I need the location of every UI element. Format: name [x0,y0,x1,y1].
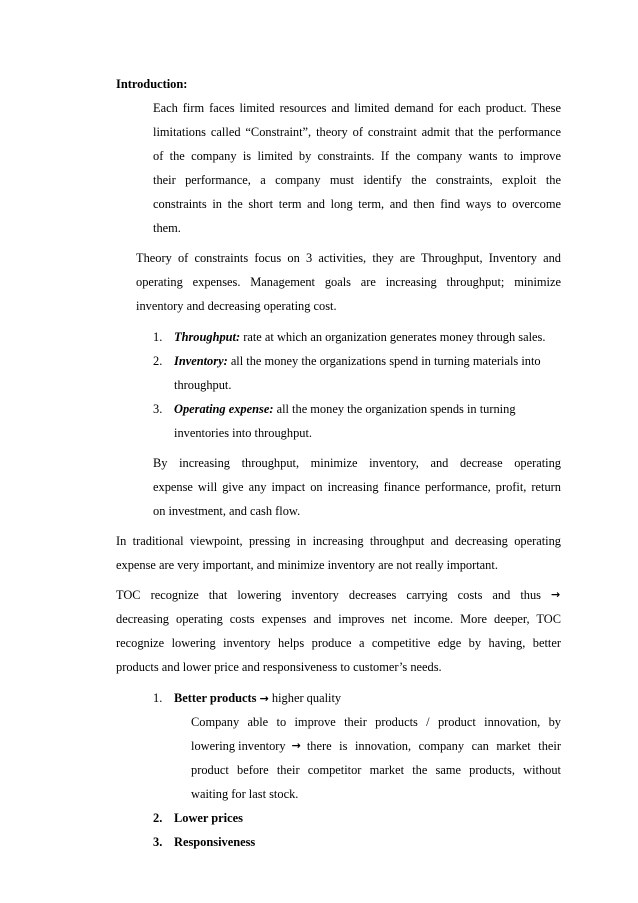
arrow-icon: → [259,692,269,705]
text-line: decreasing operating costs expenses and improves net income. More deeper, TOC [116,612,561,626]
list-item-text [174,329,545,345]
list-number: 2. [153,354,163,368]
text-line: products and lower price and responsiveness to customer’s needs. [116,660,442,674]
term-label: Inventory: [174,354,228,368]
text-line: constraints in the short term and long term, and then find ways to overcome [153,197,561,211]
list-item-text [174,690,341,707]
term-label: Operating expense: [174,402,274,416]
text-line: Company able to improve their products / product innovation, by [191,715,561,729]
list-number: 2. [153,811,163,825]
text-line: expense will give any impact on increasing finance performance, profit, return [153,480,561,494]
benefit-title: Better products [174,691,257,705]
list-item-text [174,401,516,417]
list-number: 1. [153,330,163,344]
section-heading: Introduction: [116,77,188,91]
text-line: Each firm faces limited resources and limited demand for each product. These [153,101,561,115]
text-line: In traditional viewpoint, pressing in increasing throughput and decreasing operating [116,534,561,548]
text-line: on investment, and cash flow. [153,504,301,518]
text-line [191,738,561,754]
list-number: 3. [153,835,163,849]
text-line: TOC recognize that lowering inventory decreases carrying costs and thus [116,588,541,602]
text-line: operating expenses. Management goals are increasing throughput; minimize [136,275,561,289]
list-number: 1. [153,691,163,705]
term-definition: inventories into throughput. [174,426,313,440]
list-number: 3. [153,402,163,416]
text-line: product before their competitor market the same products, without [191,763,561,777]
text-line: By increasing throughput, minimize inventory, and decrease operating [153,456,561,470]
term-definition: all the money the organizations spend in turning materials into [230,354,541,368]
text-line: waiting for last stock. [191,787,299,801]
benefit-suffix: higher quality [271,691,342,705]
text-line: them. [153,221,181,235]
text-fragment: there is innovation, company can market their [306,739,561,753]
text-line: their performance, a company must identify the constraints, exploit the [153,173,561,187]
arrow-icon: → [551,588,561,601]
text-line: Theory of constraints focus on 3 activities, they are Throughput, Inventory and [136,251,561,265]
text-line: inventory and decreasing operating cost. [136,299,337,313]
text-fragment: lowering inventory [191,739,286,753]
term-label: Throughput: [174,330,241,344]
text-line: limitations called “Constraint”, theory of constraint admit that the performance [153,125,561,139]
benefit-title: Responsiveness [174,835,256,849]
term-definition: rate at which an organization generates money through sales. [243,330,546,344]
term-definition: all the money the organization spends in turning [276,402,516,416]
text-line: of the company is limited by constraints. If the company wants to improve [153,149,561,163]
arrow-icon: → [291,739,301,752]
list-item-text [174,353,541,369]
text-line: expense are very important, and minimize inventory are not really important. [116,558,498,572]
text-line: recognize lowering inventory helps produce a competitive edge by having, better [116,636,561,650]
benefit-title: Lower prices [174,811,243,825]
term-definition: throughput. [174,378,232,392]
